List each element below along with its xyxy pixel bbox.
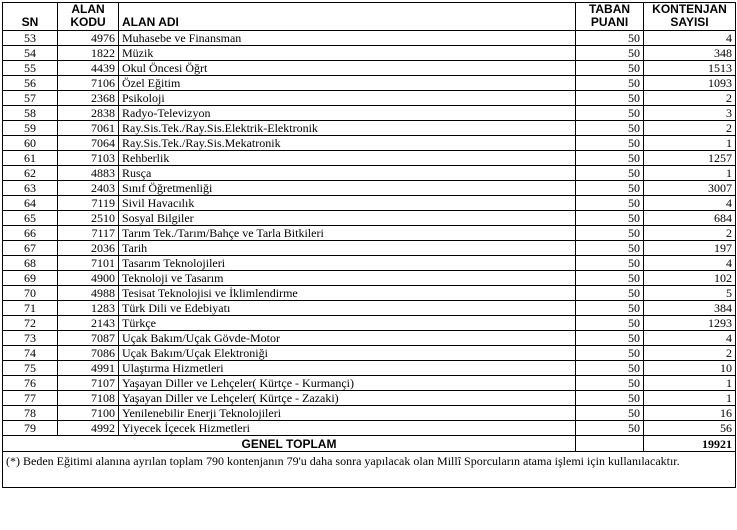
cell-code: 7108 [58,391,119,406]
table-row [3,91,736,106]
cell-name: Tasarım Teknolojileri [119,256,576,271]
cell-sn: 55 [3,61,58,76]
cell-code: 4883 [58,166,119,181]
total-spacer [576,436,644,452]
table-row [3,301,736,316]
cell-base-score: 50 [576,151,644,166]
cell-quota: 16 [644,406,736,421]
cell-name: Tarım Tek./Tarım/Bahçe ve Tarla Bitkileri [119,226,576,241]
header-row [3,3,736,31]
cell-sn: 64 [3,196,58,211]
cell-code: 1822 [58,46,119,61]
cell-base-score: 50 [576,286,644,301]
footnote-row [3,452,736,488]
table-row [3,76,736,91]
cell-quota: 197 [644,241,736,256]
cell-code: 7101 [58,256,119,271]
cell-base-score: 50 [576,391,644,406]
cell-sn: 57 [3,91,58,106]
cell-code: 1283 [58,301,119,316]
cell-base-score: 50 [576,31,644,46]
total-label: GENEL TOPLAM [3,436,576,452]
cell-sn: 66 [3,226,58,241]
cell-quota: 3007 [644,181,736,196]
cell-base-score: 50 [576,301,644,316]
cell-name: Rehberlik [119,151,576,166]
table-body [3,31,736,488]
table-row [3,286,736,301]
cell-sn: 68 [3,256,58,271]
cell-sn: 54 [3,46,58,61]
table-row [3,226,736,241]
cell-quota: 1513 [644,61,736,76]
cell-sn: 73 [3,331,58,346]
cell-quota: 4 [644,256,736,271]
total-row [3,436,736,452]
cell-quota: 10 [644,361,736,376]
cell-code: 4988 [58,286,119,301]
cell-name: Sivil Havacılık [119,196,576,211]
cell-quota: 2 [644,91,736,106]
cell-name: Teknoloji ve Tasarım [119,271,576,286]
cell-base-score: 50 [576,91,644,106]
cell-sn: 70 [3,286,58,301]
cell-base-score: 50 [576,241,644,256]
table-row [3,151,736,166]
cell-sn: 53 [3,31,58,46]
cell-code: 7087 [58,331,119,346]
table-row [3,391,736,406]
total-value: 19921 [644,436,736,452]
cell-base-score: 50 [576,181,644,196]
cell-quota: 2 [644,226,736,241]
cell-base-score: 50 [576,106,644,121]
cell-base-score: 50 [576,361,644,376]
column-header-quota: KONTENJAN SAYISI [644,3,736,31]
column-header-sn: SN [3,3,58,31]
table-row [3,421,736,436]
cell-quota: 102 [644,271,736,286]
cell-sn: 67 [3,241,58,256]
cell-quota: 5 [644,286,736,301]
cell-code: 4439 [58,61,119,76]
cell-name: Okul Öncesi Öğrt [119,61,576,76]
cell-name: Müzik [119,46,576,61]
cell-quota: 4 [644,331,736,346]
table-row [3,196,736,211]
cell-base-score: 50 [576,61,644,76]
table-row [3,121,736,136]
cell-name: Yenilenebilir Enerji Teknolojileri [119,406,576,421]
cell-sn: 65 [3,211,58,226]
cell-quota: 384 [644,301,736,316]
column-header-name: ALAN ADI [119,3,576,31]
cell-code: 7061 [58,121,119,136]
cell-name: Türk Dili ve Edebiyatı [119,301,576,316]
table-row [3,181,736,196]
table-row [3,376,736,391]
cell-name: Özel Eğitim [119,76,576,91]
cell-name: Ray.Sis.Tek./Ray.Sis.Elektrik-Elektronik [119,121,576,136]
cell-sn: 72 [3,316,58,331]
cell-name: Ray.Sis.Tek./Ray.Sis.Mekatronik [119,136,576,151]
cell-base-score: 50 [576,421,644,436]
cell-code: 7119 [58,196,119,211]
cell-code: 2838 [58,106,119,121]
cell-sn: 61 [3,151,58,166]
cell-quota: 1093 [644,76,736,91]
column-header-base-score: TABAN PUANI [576,3,644,31]
cell-base-score: 50 [576,226,644,241]
cell-code: 4991 [58,361,119,376]
table-row [3,271,736,286]
cell-base-score: 50 [576,121,644,136]
cell-name: Uçak Bakım/Uçak Gövde-Motor [119,331,576,346]
table-row [3,31,736,46]
cell-name: Sosyal Bilgiler [119,211,576,226]
cell-sn: 79 [3,421,58,436]
cell-name: Yiyecek İçecek Hizmetleri [119,421,576,436]
cell-code: 2403 [58,181,119,196]
table-row [3,331,736,346]
cell-base-score: 50 [576,76,644,91]
table-row [3,316,736,331]
cell-sn: 69 [3,271,58,286]
cell-name: Muhasebe ve Finansman [119,31,576,46]
table-row [3,346,736,361]
table-row [3,361,736,376]
cell-quota: 1 [644,166,736,181]
table-row [3,136,736,151]
cell-code: 2368 [58,91,119,106]
cell-code: 7100 [58,406,119,421]
cell-quota: 1293 [644,316,736,331]
cell-quota: 4 [644,31,736,46]
cell-base-score: 50 [576,196,644,211]
cell-base-score: 50 [576,256,644,271]
quota-table [2,2,736,488]
table-row [3,106,736,121]
table-row [3,241,736,256]
cell-code: 4992 [58,421,119,436]
cell-name: Tarih [119,241,576,256]
table-row [3,61,736,76]
cell-quota: 2 [644,121,736,136]
cell-name: Türkçe [119,316,576,331]
cell-quota: 1 [644,136,736,151]
table-row [3,166,736,181]
cell-code: 7103 [58,151,119,166]
cell-sn: 74 [3,346,58,361]
cell-quota: 3 [644,106,736,121]
cell-sn: 60 [3,136,58,151]
cell-base-score: 50 [576,346,644,361]
cell-quota: 1 [644,391,736,406]
cell-code: 7117 [58,226,119,241]
cell-sn: 63 [3,181,58,196]
cell-sn: 62 [3,166,58,181]
cell-code: 2510 [58,211,119,226]
cell-name: Ulaştırma Hizmetleri [119,361,576,376]
cell-name: Yaşayan Diller ve Lehçeler( Kürtçe - Kurmançi) [119,376,576,391]
cell-base-score: 50 [576,46,644,61]
cell-quota: 4 [644,196,736,211]
footnote: (*) Beden Eğitimi alanına ayrılan toplam 790 kontenjanın 79'u daha sonra yapılacak olan Millî Sporcuların atama işlemi için kullanılacaktır. [3,452,736,488]
cell-code: 2143 [58,316,119,331]
cell-quota: 56 [644,421,736,436]
cell-sn: 75 [3,361,58,376]
cell-base-score: 50 [576,331,644,346]
cell-quota: 1 [644,376,736,391]
cell-base-score: 50 [576,211,644,226]
cell-name: Psikoloji [119,91,576,106]
cell-base-score: 50 [576,271,644,286]
cell-base-score: 50 [576,136,644,151]
cell-sn: 58 [3,106,58,121]
cell-code: 7107 [58,376,119,391]
cell-sn: 78 [3,406,58,421]
cell-base-score: 50 [576,316,644,331]
cell-name: Radyo-Televizyon [119,106,576,121]
cell-sn: 76 [3,376,58,391]
cell-code: 2036 [58,241,119,256]
table-row [3,46,736,61]
table-row [3,256,736,271]
cell-code: 4976 [58,31,119,46]
cell-quota: 1257 [644,151,736,166]
cell-quota: 348 [644,46,736,61]
cell-base-score: 50 [576,406,644,421]
cell-code: 7086 [58,346,119,361]
column-header-code: ALAN KODU [58,3,119,31]
cell-name: Tesisat Teknolojisi ve İklimlendirme [119,286,576,301]
cell-sn: 77 [3,391,58,406]
cell-quota: 2 [644,346,736,361]
cell-sn: 59 [3,121,58,136]
cell-base-score: 50 [576,166,644,181]
cell-quota: 684 [644,211,736,226]
cell-name: Uçak Bakım/Uçak Elektroniği [119,346,576,361]
cell-sn: 71 [3,301,58,316]
table-row [3,406,736,421]
cell-code: 4900 [58,271,119,286]
table-row [3,211,736,226]
cell-code: 7064 [58,136,119,151]
cell-code: 7106 [58,76,119,91]
cell-name: Yaşayan Diller ve Lehçeler( Kürtçe - Zazaki) [119,391,576,406]
cell-name: Rusça [119,166,576,181]
cell-sn: 56 [3,76,58,91]
cell-name: Sınıf Öğretmenliği [119,181,576,196]
cell-base-score: 50 [576,376,644,391]
